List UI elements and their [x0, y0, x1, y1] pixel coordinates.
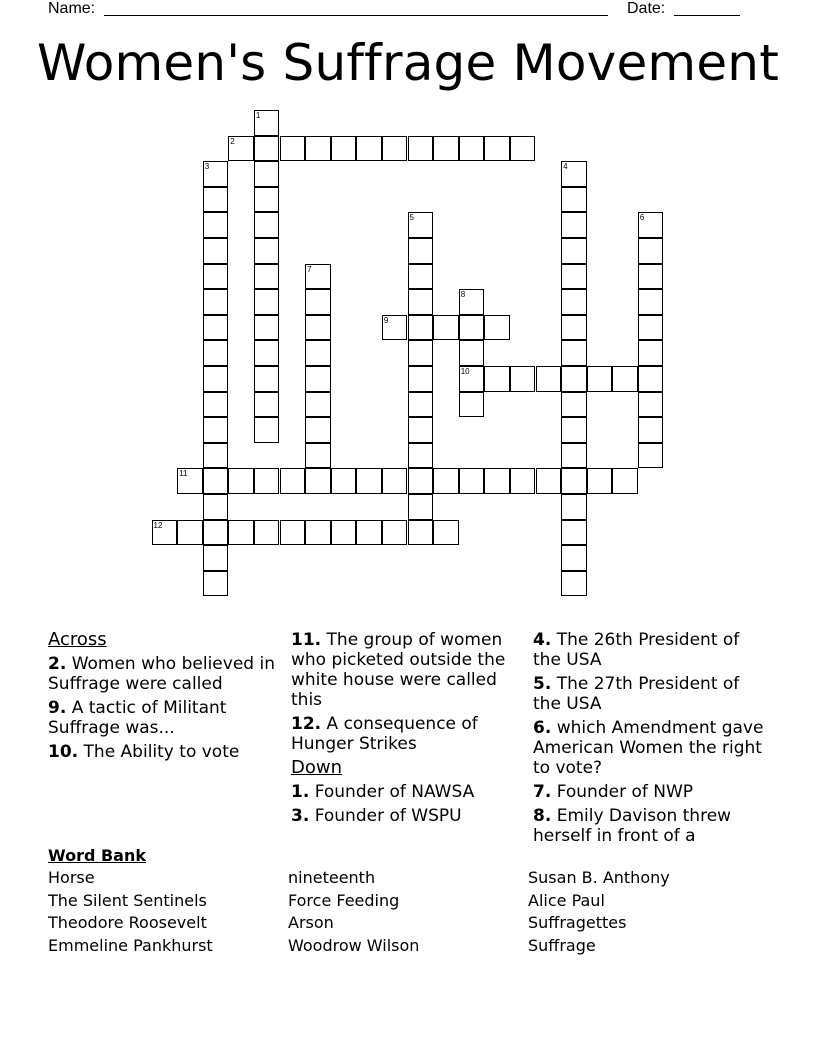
- grid-cell[interactable]: [203, 340, 229, 366]
- clue-text: A consequence of Hunger Strikes: [291, 714, 478, 754]
- grid-cell[interactable]: [254, 340, 280, 366]
- grid-cell[interactable]: [561, 468, 587, 494]
- clue-text: Founder of NWP: [556, 782, 694, 802]
- grid-cell[interactable]: [638, 366, 664, 392]
- clue-text: The group of women who picketed outside the white house were called this: [291, 630, 506, 710]
- grid-cell[interactable]: [561, 392, 587, 418]
- grid-cell[interactable]: [254, 392, 280, 418]
- grid-cell[interactable]: [305, 340, 331, 366]
- grid-cell[interactable]: [331, 468, 357, 494]
- clue-across-9: [48, 698, 280, 738]
- grid-cell[interactable]: [587, 468, 613, 494]
- grid-cell[interactable]: [305, 289, 331, 315]
- word-bank-item: Arson: [288, 913, 334, 933]
- grid-cell[interactable]: [408, 392, 434, 418]
- cell-number: 9: [383, 315, 389, 325]
- clue-number: 7.: [533, 782, 552, 802]
- clue-number: 12.: [291, 714, 322, 734]
- word-bank-item: Alice Paul: [528, 890, 605, 910]
- grid-cell[interactable]: [433, 136, 459, 162]
- grid-cell[interactable]: [331, 520, 357, 546]
- grid-cell[interactable]: [203, 238, 229, 264]
- clues-column-2: [291, 630, 523, 830]
- grid-cell[interactable]: [254, 161, 280, 187]
- grid-cell[interactable]: [638, 443, 664, 469]
- grid-cell[interactable]: [561, 264, 587, 290]
- word-bank-column-3: [528, 867, 670, 958]
- clue-number: 11.: [291, 630, 322, 650]
- clue-number: 5.: [533, 674, 552, 694]
- grid-cell[interactable]: [203, 468, 229, 494]
- grid-cell[interactable]: [408, 520, 434, 546]
- grid-cell[interactable]: [561, 366, 587, 392]
- across-heading: Across: [48, 629, 107, 650]
- grid-cell[interactable]: [203, 417, 229, 443]
- grid-cell[interactable]: [305, 315, 331, 341]
- clue-down-4: [533, 630, 765, 670]
- date-label: Date:: [627, 0, 666, 17]
- clue-number: 10.: [48, 742, 79, 762]
- word-bank-item: Horse: [48, 868, 95, 887]
- cell-number: 4: [563, 162, 568, 172]
- grid-cell[interactable]: [254, 264, 280, 290]
- grid-cell[interactable]: [382, 136, 408, 162]
- clue-text: The 26th President of the USA: [533, 630, 740, 670]
- clue-across-12: [291, 714, 523, 754]
- grid-cell[interactable]: [561, 340, 587, 366]
- grid-cell[interactable]: [459, 315, 485, 341]
- grid-cell[interactable]: [203, 187, 229, 213]
- word-bank-item: Theodore Roosevelt: [48, 913, 207, 933]
- grid-cell[interactable]: [203, 366, 229, 392]
- grid-cell[interactable]: [484, 468, 510, 494]
- clue-text: The Ability to vote: [83, 742, 240, 762]
- clue-text: Founder of WSPU: [314, 806, 462, 826]
- grid-cell[interactable]: [203, 212, 229, 238]
- down-heading: Down: [291, 757, 343, 778]
- name-label: Name:: [48, 0, 96, 17]
- word-bank-item: Susan B. Anthony: [528, 868, 670, 887]
- clue-number: 1.: [291, 782, 310, 802]
- clue-across-11: [291, 630, 523, 710]
- grid-cell[interactable]: [408, 264, 434, 290]
- grid-cell[interactable]: [254, 136, 280, 162]
- grid-cell[interactable]: [382, 468, 408, 494]
- cell-number: 12: [153, 520, 163, 530]
- cell-number: 2: [230, 136, 235, 146]
- grid-cell[interactable]: [638, 340, 664, 366]
- grid-cell[interactable]: [408, 136, 434, 162]
- grid-cell[interactable]: [561, 315, 587, 341]
- grid-cell[interactable]: [254, 289, 280, 315]
- clue-text: Founder of NAWSA: [314, 782, 475, 802]
- clue-down-1: [291, 782, 523, 802]
- grid-cell[interactable]: [484, 136, 510, 162]
- grid-cell[interactable]: [203, 494, 229, 520]
- grid-cell[interactable]: [561, 520, 587, 546]
- grid-cell[interactable]: [356, 520, 382, 546]
- grid-cell[interactable]: [280, 468, 306, 494]
- grid-cell[interactable]: [510, 366, 536, 392]
- clue-down-7: [533, 782, 765, 802]
- grid-cell[interactable]: [408, 468, 434, 494]
- clue-number: 3.: [291, 806, 310, 826]
- word-bank-item: Emmeline Pankhurst: [48, 936, 213, 956]
- clue-number: 8.: [533, 806, 552, 826]
- grid-cell[interactable]: [408, 238, 434, 264]
- page-title: Women's Suffrage Movement: [36, 34, 779, 92]
- clue-text: Women who believed in Suffrage were called: [48, 654, 275, 694]
- grid-cell[interactable]: [203, 264, 229, 290]
- cell-number: 11: [179, 469, 188, 479]
- grid-cell[interactable]: [305, 520, 331, 546]
- grid-cell[interactable]: [561, 238, 587, 264]
- grid-cell[interactable]: [356, 468, 382, 494]
- clue-text: Emily Davison threw herself in front of a: [533, 806, 732, 846]
- grid-cell[interactable]: [280, 136, 306, 162]
- grid-cell[interactable]: [612, 468, 638, 494]
- grid-cell[interactable]: [561, 417, 587, 443]
- clue-number: 9.: [48, 698, 67, 718]
- clue-text: which Amendment gave American Women the right to vote?: [533, 718, 764, 778]
- clue-text: A tactic of Militant Suffrage was...: [48, 698, 227, 738]
- grid-cell[interactable]: [280, 520, 306, 546]
- clue-down-5: [533, 674, 765, 714]
- grid-cell[interactable]: [561, 494, 587, 520]
- grid-cell[interactable]: [638, 289, 664, 315]
- grid-cell[interactable]: [638, 315, 664, 341]
- grid-cell[interactable]: [228, 520, 254, 546]
- grid-cell[interactable]: [408, 417, 434, 443]
- grid-cell[interactable]: [408, 494, 434, 520]
- grid-cell[interactable]: [408, 340, 434, 366]
- word-bank-item: Woodrow Wilson: [288, 936, 420, 956]
- grid-cell[interactable]: [254, 468, 280, 494]
- grid-cell[interactable]: [254, 366, 280, 392]
- clue-across-2: [48, 654, 280, 694]
- grid-cell[interactable]: [561, 443, 587, 469]
- grid-cell[interactable]: [203, 443, 229, 469]
- grid-cell[interactable]: [612, 366, 638, 392]
- cell-number: 6: [639, 213, 645, 223]
- word-bank-item: nineteenth: [288, 868, 376, 887]
- grid-cell[interactable]: [638, 238, 664, 264]
- grid-cell[interactable]: [305, 136, 331, 162]
- grid-cell[interactable]: [536, 468, 562, 494]
- grid-cell[interactable]: [510, 468, 536, 494]
- grid-cell[interactable]: [459, 340, 485, 366]
- grid-cell[interactable]: [459, 468, 485, 494]
- grid-cell[interactable]: [433, 315, 459, 341]
- cell-number: 7: [307, 264, 312, 274]
- grid-cell[interactable]: [561, 187, 587, 213]
- grid-cell[interactable]: [408, 289, 434, 315]
- grid-cell[interactable]: [203, 392, 229, 418]
- grid-cell[interactable]: [484, 315, 510, 341]
- grid-cell[interactable]: [203, 315, 229, 341]
- grid-cell[interactable]: [536, 366, 562, 392]
- grid-cell[interactable]: [254, 520, 280, 546]
- grid-cell[interactable]: [254, 417, 280, 443]
- grid-cell[interactable]: [254, 315, 280, 341]
- grid-cell[interactable]: [254, 212, 280, 238]
- grid-cell[interactable]: [254, 187, 280, 213]
- word-bank-item: Suffrage: [528, 936, 596, 956]
- word-bank-item: Suffragettes: [528, 913, 627, 933]
- grid-cell[interactable]: [203, 545, 229, 571]
- grid-cell[interactable]: [382, 520, 408, 546]
- grid-cell[interactable]: [305, 468, 331, 494]
- grid-cell[interactable]: [254, 238, 280, 264]
- clues-column-1: [48, 630, 280, 766]
- grid-cell[interactable]: [587, 366, 613, 392]
- grid-cell[interactable]: [459, 392, 485, 418]
- word-bank-column-2: [288, 867, 419, 958]
- grid-cell[interactable]: [459, 136, 485, 162]
- grid-cell[interactable]: [510, 136, 536, 162]
- grid-cell[interactable]: [408, 443, 434, 469]
- clue-number: 4.: [533, 630, 552, 650]
- grid-cell[interactable]: [561, 212, 587, 238]
- grid-cell[interactable]: [305, 443, 331, 469]
- clue-down-3: [291, 806, 523, 826]
- grid-cell[interactable]: [484, 366, 510, 392]
- clue-down-8: [533, 806, 765, 846]
- cell-number: 1: [255, 111, 261, 120]
- clues-column-3: [533, 630, 765, 850]
- cell-number: 3: [204, 162, 210, 172]
- grid-cell[interactable]: [638, 264, 664, 290]
- grid-cell[interactable]: [561, 545, 587, 571]
- word-bank-item: Force Feeding: [288, 890, 400, 910]
- grid-cell[interactable]: [203, 571, 229, 597]
- cell-number: 8: [460, 290, 466, 300]
- grid-cell[interactable]: [177, 520, 203, 546]
- grid-cell[interactable]: [203, 289, 229, 315]
- grid-cell[interactable]: [356, 136, 382, 162]
- cell-number: 5: [409, 213, 414, 223]
- cell-number: 10: [460, 367, 470, 376]
- grid-cell[interactable]: [408, 315, 434, 341]
- clue-down-6: [533, 718, 765, 778]
- grid-cell[interactable]: [331, 136, 357, 162]
- grid-cell[interactable]: [305, 392, 331, 418]
- grid-cell[interactable]: [561, 571, 587, 597]
- word-bank-column-1: [48, 867, 213, 958]
- grid-cell[interactable]: [433, 468, 459, 494]
- grid-cell[interactable]: [203, 520, 229, 546]
- grid-cell[interactable]: [561, 289, 587, 315]
- grid-cell[interactable]: [638, 392, 664, 418]
- grid-cell[interactable]: [228, 468, 254, 494]
- clue-across-10: [48, 742, 280, 762]
- word-bank-item: The Silent Sentinels: [48, 890, 207, 910]
- clue-number: 6.: [533, 718, 552, 738]
- grid-cell[interactable]: [305, 417, 331, 443]
- clue-text: The 27th President of the USA: [533, 674, 740, 714]
- word-bank-title: Word Bank: [48, 846, 147, 865]
- grid-cell[interactable]: [305, 366, 331, 392]
- clue-number: 2.: [48, 654, 67, 674]
- grid-cell[interactable]: [638, 417, 664, 443]
- grid-cell[interactable]: [433, 520, 459, 546]
- grid-cell[interactable]: [408, 366, 434, 392]
